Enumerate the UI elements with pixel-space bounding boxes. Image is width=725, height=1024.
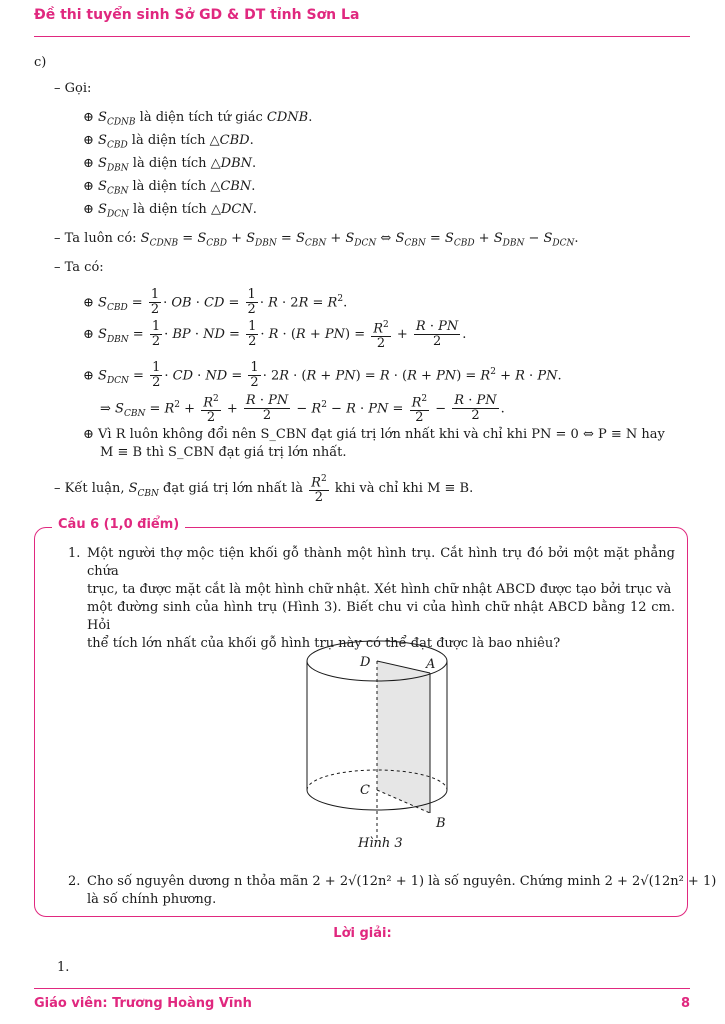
formula-sdbn: ⊕ $S_{DBN}$ = $\frac{1}{2}$ · BP · ND = $\frac{1}{2}$ · R · (R + PN) = $\frac{R^2}{2}$ + $\frac{R \cdot PN}{2}$ . [83, 319, 467, 352]
q1-text: Một người thợ mộc tiện khối gỗ thành một hình trụ. Cắt hình trụ đó bởi một mặt phẳng chứa trục, ta được mặt cắt là một hình chữ nhật. Xét hình chữ nhật ABCD được tạo bởi trục và một đường sinh của hình trụ (Hình 3). Biết chu vi của hình chữ nhật ABCD bằng 12 cm. Hỏi thể tích lớn nhất của khối gỗ hình trụ này có thể đạt được là bao nhiêu? [87, 546, 675, 651]
def-item: ⊕ $S_{CBD}$ là diện tích △CBD. [83, 133, 254, 151]
answer-start: 1. [57, 960, 70, 975]
solution-heading: Lời giải: [333, 926, 392, 941]
header-divider [34, 36, 690, 37]
q1-number: 1. [68, 546, 81, 561]
footer-divider [34, 988, 690, 989]
label-a: A [426, 657, 436, 672]
label-c: C [360, 783, 370, 798]
footer-teacher: Giáo viên: Trương Hoàng Vĩnh [34, 996, 252, 1011]
formula-scbd: ⊕ $S_{CBD}$ = $\frac{1}{2}$ · OB · CD = $\frac{1}{2}$ · $R \cdot 2R = R^2$. [83, 287, 348, 318]
header-title: Đề thi tuyển sinh Sở GD & DT tỉnh Sơn La [34, 7, 360, 23]
q2-number: 2. [68, 874, 81, 889]
ta-co-heading: – Ta có: [54, 260, 104, 275]
part-c-label: c) [34, 55, 47, 70]
def-item: ⊕ $S_{DCN}$ là diện tích △DCN. [83, 202, 257, 220]
ket-luan-line: – Kết luận, $S_{CBN}$ đạt giá trị lớn nhất là $\frac{R^2}{2}$ khi và chỉ khi M ≡ B. [54, 474, 474, 506]
formula-sdcn: ⊕ $S_{DCN}$ = $\frac{1}{2}$ · CD · ND = $\frac{1}{2}$ · $2R \cdot (R + PN) = R \cdot (R + PN) = R^2 + R$ · PN. [83, 360, 562, 391]
vi-line-1: ⊕ Vì R luôn không đổi nên S_CBN đạt giá trị lớn nhất khi và chỉ khi PN = 0 ⇔ P ≡ N hay [83, 427, 665, 442]
def-item: ⊕ $S_{CDNB}$ là diện tích tứ giác CDNB. [83, 110, 313, 128]
formula-scbn: ⇒ $S_{CBN} = R^2$ + $\frac{R^2}{2}$ + $\frac{R \cdot PN}{2}$ − $R^2 - R$ · PN = $\frac{R^2}{2}$ − $\frac{R \cdot PN}{2}$ . [100, 393, 505, 426]
def-item: ⊕ $S_{DBN}$ là diện tích △DBN. [83, 156, 257, 174]
page-number: 8 [680, 996, 690, 1011]
question-6-label: Câu 6 (1,0 điểm) [52, 517, 185, 532]
identity-line: – Ta luôn có: $S_{CDNB} = S_{CBD} + S_{DBN} = S_{CBN} + S_{DCN}$ ⇔ $S_{CBN} = S_{CBD} + S_{DBN} - S_{DCN}$. [54, 231, 579, 249]
def-item: ⊕ $S_{CBN}$ là diện tích △CBN. [83, 179, 256, 197]
rectangle-abcd [377, 661, 430, 813]
goi-heading: – Gọi: [54, 81, 92, 96]
label-b: B [436, 816, 446, 831]
q2-line-2: là số chính phương. [87, 892, 217, 907]
figure-caption: Hình 3 [358, 836, 403, 851]
vi-line-2: M ≡ B thì S_CBN đạt giá trị lớn nhất. [100, 445, 347, 460]
q2-line-1: Cho số nguyên dương n thỏa mãn 2 + 2√(12n² + 1) là số nguyên. Chứng minh 2 + 2√(12n² + 1) [87, 874, 717, 889]
cylinder-figure [300, 630, 460, 840]
label-d: D [360, 655, 371, 670]
